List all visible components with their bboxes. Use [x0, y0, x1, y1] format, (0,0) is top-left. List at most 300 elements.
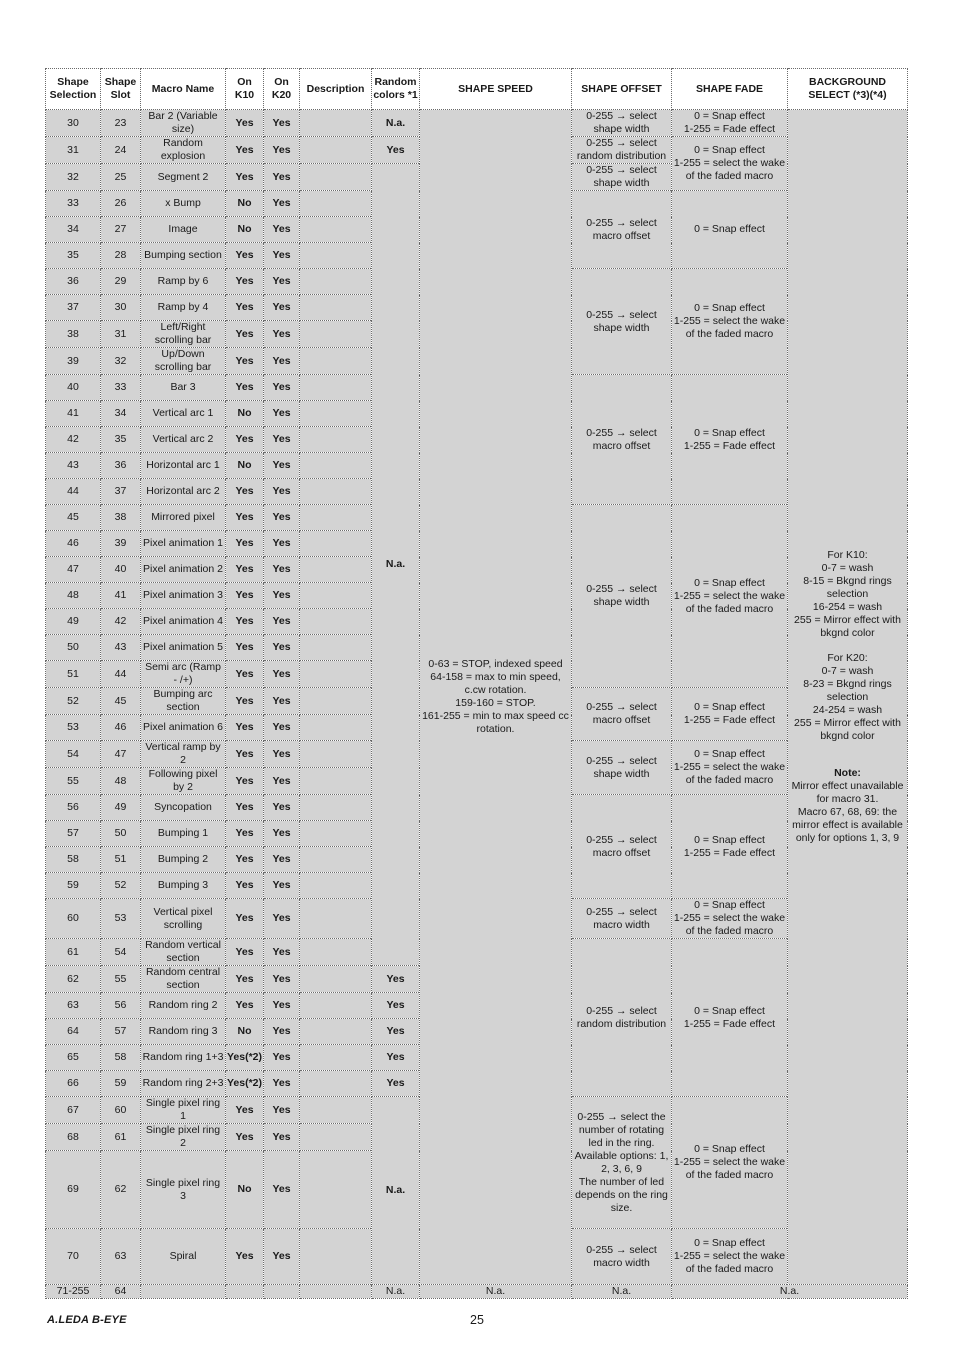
shape-selection-cell: 52: [46, 688, 101, 715]
on-k10-cell: Yes: [226, 661, 264, 688]
shape-selection-cell: 48: [46, 583, 101, 609]
description-cell: [300, 375, 372, 401]
on-k10-cell: No: [226, 453, 264, 479]
on-k20-cell: Yes: [264, 1124, 300, 1151]
on-k20-cell: Yes: [264, 847, 300, 873]
shape-slot-cell: 39: [101, 531, 141, 557]
shape-offset-cell: 0-255 → select macro offset: [572, 375, 672, 505]
shape-fade-cell: 0 = Snap effect 1-255 = Fade effect: [672, 939, 788, 1097]
description-cell: [300, 137, 372, 164]
on-k20-cell: Yes: [264, 348, 300, 375]
header-macro-name: Macro Name: [141, 69, 226, 110]
description-cell: [300, 505, 372, 531]
on-k20-cell: Yes: [264, 453, 300, 479]
shape-selection-cell: 35: [46, 243, 101, 269]
on-k20-cell: Yes: [264, 427, 300, 453]
header-shape-selection: Shape Selection: [46, 69, 101, 110]
description-cell: [300, 164, 372, 191]
on-k10-cell: Yes: [226, 375, 264, 401]
macro-name-cell: Segment 2: [141, 164, 226, 191]
shape-selection-cell: 66: [46, 1071, 101, 1097]
macro-table: [45, 68, 908, 1299]
description-cell: [300, 1097, 372, 1124]
shape-selection-cell: 60: [46, 899, 101, 939]
header-on-k10: On K10: [226, 69, 264, 110]
macro-name-cell: Ramp by 4: [141, 295, 226, 321]
shape-slot-cell: 43: [101, 635, 141, 661]
table-row: [46, 110, 908, 137]
header-shape-fade: SHAPE FADE: [672, 69, 788, 110]
description-cell: [300, 715, 372, 741]
shape-slot-cell: 52: [101, 873, 141, 899]
on-k10-cell: Yes: [226, 609, 264, 635]
macro-name-cell: Bumping section: [141, 243, 226, 269]
shape-offset-cell: 0-255 → select macro offset: [572, 688, 672, 741]
shape-slot-cell: 37: [101, 479, 141, 505]
description-cell: [300, 217, 372, 243]
header-shape-speed: SHAPE SPEED: [420, 69, 572, 110]
on-k20-cell: Yes: [264, 741, 300, 768]
page-number: 25: [470, 1313, 484, 1327]
description-cell: [300, 1071, 372, 1097]
header-random-colors: Random colors *1: [372, 69, 420, 110]
shape-slot-cell: 40: [101, 557, 141, 583]
shape-slot-cell: 33: [101, 375, 141, 401]
on-k10-cell: No: [226, 1151, 264, 1229]
description-cell: [300, 348, 372, 375]
shape-offset-cell: 0-255 → select random distribution: [572, 137, 672, 164]
on-k20-cell: Yes: [264, 939, 300, 966]
on-k20-cell: Yes: [264, 583, 300, 609]
on-k20-cell: Yes: [264, 191, 300, 217]
shape-selection-cell: 64: [46, 1019, 101, 1045]
shape-offset-cell: 0-255 → select macro offset: [572, 191, 672, 269]
shape-selection-cell: 37: [46, 295, 101, 321]
random-colors-cell: Yes: [372, 1045, 420, 1071]
shape-selection-cell: 62: [46, 966, 101, 993]
shape-offset-cell: 0-255 → select shape width: [572, 164, 672, 191]
on-k10-cell: Yes: [226, 715, 264, 741]
shape-slot-cell: 45: [101, 688, 141, 715]
fade-background-cell: N.a.: [672, 1285, 908, 1299]
shape-slot-cell: 36: [101, 453, 141, 479]
on-k20-cell: Yes: [264, 110, 300, 137]
on-k20-cell: Yes: [264, 1045, 300, 1071]
on-k10-cell: No: [226, 1019, 264, 1045]
random-colors-cell: Yes: [372, 137, 420, 164]
shape-slot-cell: 56: [101, 993, 141, 1019]
macro-name-cell: Pixel animation 2: [141, 557, 226, 583]
macro-name-cell: Random ring 2: [141, 993, 226, 1019]
description-cell: [300, 427, 372, 453]
shape-offset-cell: 0-255 → select shape width: [572, 110, 672, 137]
description-cell: [300, 688, 372, 715]
macro-name-cell: Image: [141, 217, 226, 243]
on-k20-cell: Yes: [264, 795, 300, 821]
random-colors-cell: Yes: [372, 966, 420, 993]
macro-name-cell: Vertical pixel scrolling: [141, 899, 226, 939]
on-k20-cell: Yes: [264, 295, 300, 321]
shape-selection-cell: 51: [46, 661, 101, 688]
header-row: [46, 69, 908, 110]
random-colors-cell: N.a.: [372, 1285, 420, 1299]
shape-slot-cell: 44: [101, 661, 141, 688]
on-k10-cell: Yes: [226, 939, 264, 966]
on-k10-cell: Yes: [226, 583, 264, 609]
shape-fade-cell: 0 = Snap effect 1-255 = select the wake of the faded macro: [672, 505, 788, 688]
macro-name-cell: Pixel animation 5: [141, 635, 226, 661]
table-body: [46, 110, 908, 1299]
description-cell: [300, 661, 372, 688]
macro-name-cell: Single pixel ring 1: [141, 1097, 226, 1124]
shape-selection-cell: 45: [46, 505, 101, 531]
shape-selection-cell: 46: [46, 531, 101, 557]
shape-slot-cell: 59: [101, 1071, 141, 1097]
shape-speed-cell: 0-63 = STOP, indexed speed 64-158 = max to min speed, c.cw rotation. 159-160 = STOP. 161-255 = min to max speed cc rotation.: [420, 110, 572, 1285]
shape-selection-cell: 68: [46, 1124, 101, 1151]
shape-fade-cell: 0 = Snap effect 1-255 = select the wake of the faded macro: [672, 741, 788, 795]
on-k10-cell: Yes: [226, 741, 264, 768]
shape-slot-cell: 30: [101, 295, 141, 321]
on-k20-cell: Yes: [264, 1097, 300, 1124]
description-cell: [300, 873, 372, 899]
shape-selection-cell: 58: [46, 847, 101, 873]
on-k20-cell: Yes: [264, 479, 300, 505]
description-cell: [300, 635, 372, 661]
shape-slot-cell: 23: [101, 110, 141, 137]
shape-selection-cell: 57: [46, 821, 101, 847]
macro-name-cell: Random explosion: [141, 137, 226, 164]
background-select-cell: [788, 110, 908, 1285]
shape-selection-cell: 33: [46, 191, 101, 217]
on-k10-cell: Yes: [226, 531, 264, 557]
shape-slot-cell: 50: [101, 821, 141, 847]
description-cell: [300, 453, 372, 479]
shape-offset-cell: 0-255 → select shape width: [572, 269, 672, 375]
on-k20-cell: Yes: [264, 635, 300, 661]
on-k10-cell: Yes: [226, 427, 264, 453]
shape-slot-cell: 51: [101, 847, 141, 873]
shape-slot-cell: 34: [101, 401, 141, 427]
on-k10-cell: Yes: [226, 110, 264, 137]
macro-name-cell: Vertical arc 1: [141, 401, 226, 427]
macro-name-cell: Ramp by 6: [141, 269, 226, 295]
shape-selection-cell: 70: [46, 1229, 101, 1285]
shape-slot-cell: 64: [101, 1285, 141, 1299]
on-k20-cell: Yes: [264, 768, 300, 795]
on-k20-cell: Yes: [264, 715, 300, 741]
on-k20-cell: Yes: [264, 243, 300, 269]
shape-selection-cell: 39: [46, 348, 101, 375]
shape-slot-cell: 47: [101, 741, 141, 768]
shape-slot-cell: 27: [101, 217, 141, 243]
on-k10-cell: Yes: [226, 321, 264, 348]
description-cell: [300, 269, 372, 295]
header-shape-slot: Shape Slot: [101, 69, 141, 110]
on-k20-cell: Yes: [264, 899, 300, 939]
shape-fade-cell: 0 = Snap effect 1-255 = select the wake of the faded macro: [672, 1229, 788, 1285]
macro-name-cell: Random central section: [141, 966, 226, 993]
shape-slot-cell: 55: [101, 966, 141, 993]
on-k10-cell: Yes(*2): [226, 1045, 264, 1071]
header-on-k20: On K20: [264, 69, 300, 110]
description-cell: [300, 1151, 372, 1229]
on-k20-cell: Yes: [264, 661, 300, 688]
description-cell: [300, 243, 372, 269]
background-note-title: Note:: [834, 767, 861, 779]
on-k10-cell: Yes: [226, 688, 264, 715]
on-k20-cell: Yes: [264, 993, 300, 1019]
on-k10-cell: Yes: [226, 899, 264, 939]
on-k10-cell: [226, 1285, 264, 1299]
shape-selection-cell: 54: [46, 741, 101, 768]
shape-fade-cell: 0 = Snap effect 1-255 = Fade effect: [672, 795, 788, 899]
on-k20-cell: Yes: [264, 505, 300, 531]
shape-fade-cell: 0 = Snap effect 1-255 = select the wake of the faded macro: [672, 269, 788, 375]
on-k10-cell: Yes: [226, 1229, 264, 1285]
shape-offset-cell: 0-255 → select shape width: [572, 505, 672, 688]
shape-fade-cell: 0 = Snap effect 1-255 = Fade effect: [672, 110, 788, 137]
shape-selection-cell: 30: [46, 110, 101, 137]
shape-slot-cell: 62: [101, 1151, 141, 1229]
shape-selection-cell: 71-255: [46, 1285, 101, 1299]
on-k20-cell: Yes: [264, 1229, 300, 1285]
macro-name-cell: Syncopation: [141, 795, 226, 821]
description-cell: [300, 110, 372, 137]
shape-slot-cell: 38: [101, 505, 141, 531]
shape-slot-cell: 35: [101, 427, 141, 453]
macro-name-cell: Following pixel by 2: [141, 768, 226, 795]
shape-selection-cell: 32: [46, 164, 101, 191]
macro-name-cell: [141, 1285, 226, 1299]
description-cell: [300, 1229, 372, 1285]
description-cell: [300, 939, 372, 966]
shape-slot-cell: 41: [101, 583, 141, 609]
description-cell: [300, 1045, 372, 1071]
macro-name-cell: Bumping 3: [141, 873, 226, 899]
macro-name-cell: x Bump: [141, 191, 226, 217]
description-cell: [300, 191, 372, 217]
background-k20-text: For K20: 0-7 = wash 8-23 = Bkgnd rings selection 24-254 = wash 255 = Mirror effect with bkgnd color: [794, 652, 901, 742]
on-k10-cell: Yes: [226, 1097, 264, 1124]
on-k10-cell: Yes: [226, 795, 264, 821]
description-cell: [300, 899, 372, 939]
on-k10-cell: Yes(*2): [226, 1071, 264, 1097]
shape-slot-cell: 29: [101, 269, 141, 295]
macro-name-cell: Pixel animation 4: [141, 609, 226, 635]
shape-slot-cell: 63: [101, 1229, 141, 1285]
on-k20-cell: [264, 1285, 300, 1299]
on-k10-cell: Yes: [226, 557, 264, 583]
on-k20-cell: Yes: [264, 609, 300, 635]
table-row: [46, 1285, 908, 1299]
description-cell: [300, 1285, 372, 1299]
background-note-text: Mirror effect unavailable for macro 31. Macro 67, 68, 69: the mirror effect is available only for options 1, 3, 9: [791, 780, 904, 844]
macro-name-cell: Semi arc (Ramp - /+): [141, 661, 226, 688]
description-cell: [300, 583, 372, 609]
on-k10-cell: Yes: [226, 768, 264, 795]
on-k10-cell: Yes: [226, 847, 264, 873]
macro-name-cell: Left/Right scrolling bar: [141, 321, 226, 348]
macro-name-cell: Vertical ramp by 2: [141, 741, 226, 768]
footer-brand: A.LEDA B-EYE: [47, 1314, 127, 1326]
on-k10-cell: Yes: [226, 243, 264, 269]
shape-selection-cell: 42: [46, 427, 101, 453]
shape-selection-cell: 49: [46, 609, 101, 635]
shape-selection-cell: 31: [46, 137, 101, 164]
on-k20-cell: Yes: [264, 531, 300, 557]
on-k20-cell: Yes: [264, 966, 300, 993]
on-k10-cell: Yes: [226, 966, 264, 993]
macro-name-cell: Bumping arc section: [141, 688, 226, 715]
shape-fade-cell: 0 = Snap effect 1-255 = select the wake of the faded macro: [672, 137, 788, 191]
shape-slot-cell: 58: [101, 1045, 141, 1071]
shape-fade-cell: 0 = Snap effect 1-255 = select the wake of the faded macro: [672, 1097, 788, 1229]
description-cell: [300, 1019, 372, 1045]
macro-name-cell: Random ring 2+3: [141, 1071, 226, 1097]
shape-selection-cell: 56: [46, 795, 101, 821]
shape-selection-cell: 53: [46, 715, 101, 741]
on-k10-cell: Yes: [226, 993, 264, 1019]
on-k10-cell: Yes: [226, 479, 264, 505]
on-k20-cell: Yes: [264, 375, 300, 401]
random-colors-cell: Yes: [372, 993, 420, 1019]
description-cell: [300, 847, 372, 873]
shape-slot-cell: 60: [101, 1097, 141, 1124]
macro-name-cell: Bar 2 (Variable size): [141, 110, 226, 137]
on-k20-cell: Yes: [264, 873, 300, 899]
shape-selection-cell: 59: [46, 873, 101, 899]
description-cell: [300, 401, 372, 427]
shape-selection-cell: 69: [46, 1151, 101, 1229]
shape-selection-cell: 41: [46, 401, 101, 427]
description-cell: [300, 768, 372, 795]
on-k20-cell: Yes: [264, 557, 300, 583]
random-colors-cell: Yes: [372, 1071, 420, 1097]
shape-slot-cell: 49: [101, 795, 141, 821]
on-k10-cell: Yes: [226, 505, 264, 531]
on-k10-cell: No: [226, 401, 264, 427]
shape-slot-cell: 61: [101, 1124, 141, 1151]
shape-selection-cell: 63: [46, 993, 101, 1019]
header-shape-offset: SHAPE OFFSET: [572, 69, 672, 110]
shape-offset-cell: 0-255 → select random distribution: [572, 939, 672, 1097]
on-k20-cell: Yes: [264, 401, 300, 427]
on-k10-cell: Yes: [226, 295, 264, 321]
macro-name-cell: Single pixel ring 2: [141, 1124, 226, 1151]
shape-slot-cell: 28: [101, 243, 141, 269]
on-k10-cell: Yes: [226, 821, 264, 847]
on-k10-cell: Yes: [226, 635, 264, 661]
shape-slot-cell: 54: [101, 939, 141, 966]
shape-slot-cell: 57: [101, 1019, 141, 1045]
on-k10-cell: Yes: [226, 164, 264, 191]
header-description: Description: [300, 69, 372, 110]
description-cell: [300, 295, 372, 321]
macro-name-cell: Random ring 1+3: [141, 1045, 226, 1071]
description-cell: [300, 557, 372, 583]
macro-name-cell: Pixel animation 1: [141, 531, 226, 557]
shape-speed-cell: N.a.: [420, 1285, 572, 1299]
shape-selection-cell: 55: [46, 768, 101, 795]
shape-selection-cell: 47: [46, 557, 101, 583]
shape-fade-cell: 0 = Snap effect 1-255 = select the wake of the faded macro: [672, 899, 788, 939]
shape-selection-cell: 61: [46, 939, 101, 966]
description-cell: [300, 741, 372, 768]
macro-name-cell: Single pixel ring 3: [141, 1151, 226, 1229]
macro-name-cell: Bar 3: [141, 375, 226, 401]
on-k10-cell: Yes: [226, 1124, 264, 1151]
shape-fade-cell: 0 = Snap effect: [672, 191, 788, 269]
shape-offset-cell: 0-255 → select macro offset: [572, 795, 672, 899]
shape-selection-cell: 67: [46, 1097, 101, 1124]
shape-selection-cell: 36: [46, 269, 101, 295]
macro-name-cell: Random ring 3: [141, 1019, 226, 1045]
on-k20-cell: Yes: [264, 137, 300, 164]
on-k20-cell: Yes: [264, 1019, 300, 1045]
on-k10-cell: No: [226, 191, 264, 217]
description-cell: [300, 321, 372, 348]
background-k10-text: For K10: 0-7 = wash 8-15 = Bkgnd rings selection 16-254 = wash 255 = Mirror effect with bkgnd color: [794, 549, 901, 639]
shape-slot-cell: 32: [101, 348, 141, 375]
random-colors-cell: Yes: [372, 1019, 420, 1045]
shape-slot-cell: 26: [101, 191, 141, 217]
macro-name-cell: Pixel animation 6: [141, 715, 226, 741]
shape-slot-cell: 48: [101, 768, 141, 795]
shape-fade-cell: 0 = Snap effect 1-255 = Fade effect: [672, 688, 788, 741]
description-cell: [300, 609, 372, 635]
description-cell: [300, 1124, 372, 1151]
shape-offset-cell: 0-255 → select macro width: [572, 1229, 672, 1285]
shape-fade-cell: 0 = Snap effect 1-255 = Fade effect: [672, 375, 788, 505]
description-cell: [300, 795, 372, 821]
on-k20-cell: Yes: [264, 321, 300, 348]
shape-slot-cell: 31: [101, 321, 141, 348]
shape-selection-cell: 40: [46, 375, 101, 401]
on-k10-cell: Yes: [226, 873, 264, 899]
description-cell: [300, 966, 372, 993]
on-k10-cell: Yes: [226, 269, 264, 295]
shape-selection-cell: 50: [46, 635, 101, 661]
shape-slot-cell: 24: [101, 137, 141, 164]
macro-name-cell: Horizontal arc 1: [141, 453, 226, 479]
shape-offset-cell: N.a.: [572, 1285, 672, 1299]
shape-offset-cell: 0-255 → select the number of rotating led in the ring. Available options: 1, 2, 3, 6, 9 The number of led depends on the ring size.: [572, 1097, 672, 1229]
shape-selection-cell: 38: [46, 321, 101, 348]
macro-name-cell: Pixel animation 3: [141, 583, 226, 609]
on-k10-cell: Yes: [226, 348, 264, 375]
on-k20-cell: Yes: [264, 688, 300, 715]
shape-selection-cell: 65: [46, 1045, 101, 1071]
shape-slot-cell: 46: [101, 715, 141, 741]
on-k10-cell: Yes: [226, 137, 264, 164]
on-k20-cell: Yes: [264, 269, 300, 295]
shape-slot-cell: 53: [101, 899, 141, 939]
shape-offset-cell: 0-255 → select macro width: [572, 899, 672, 939]
macro-name-cell: Bumping 1: [141, 821, 226, 847]
random-colors-cell: N.a.: [372, 1097, 420, 1285]
shape-offset-cell: 0-255 → select shape width: [572, 741, 672, 795]
description-cell: [300, 993, 372, 1019]
on-k20-cell: Yes: [264, 217, 300, 243]
macro-name-cell: Vertical arc 2: [141, 427, 226, 453]
macro-name-cell: Horizontal arc 2: [141, 479, 226, 505]
random-colors-cell: N.a.: [372, 110, 420, 137]
macro-name-cell: Mirrored pixel: [141, 505, 226, 531]
on-k20-cell: Yes: [264, 1071, 300, 1097]
on-k20-cell: Yes: [264, 821, 300, 847]
random-colors-cell: N.a.: [372, 164, 420, 966]
